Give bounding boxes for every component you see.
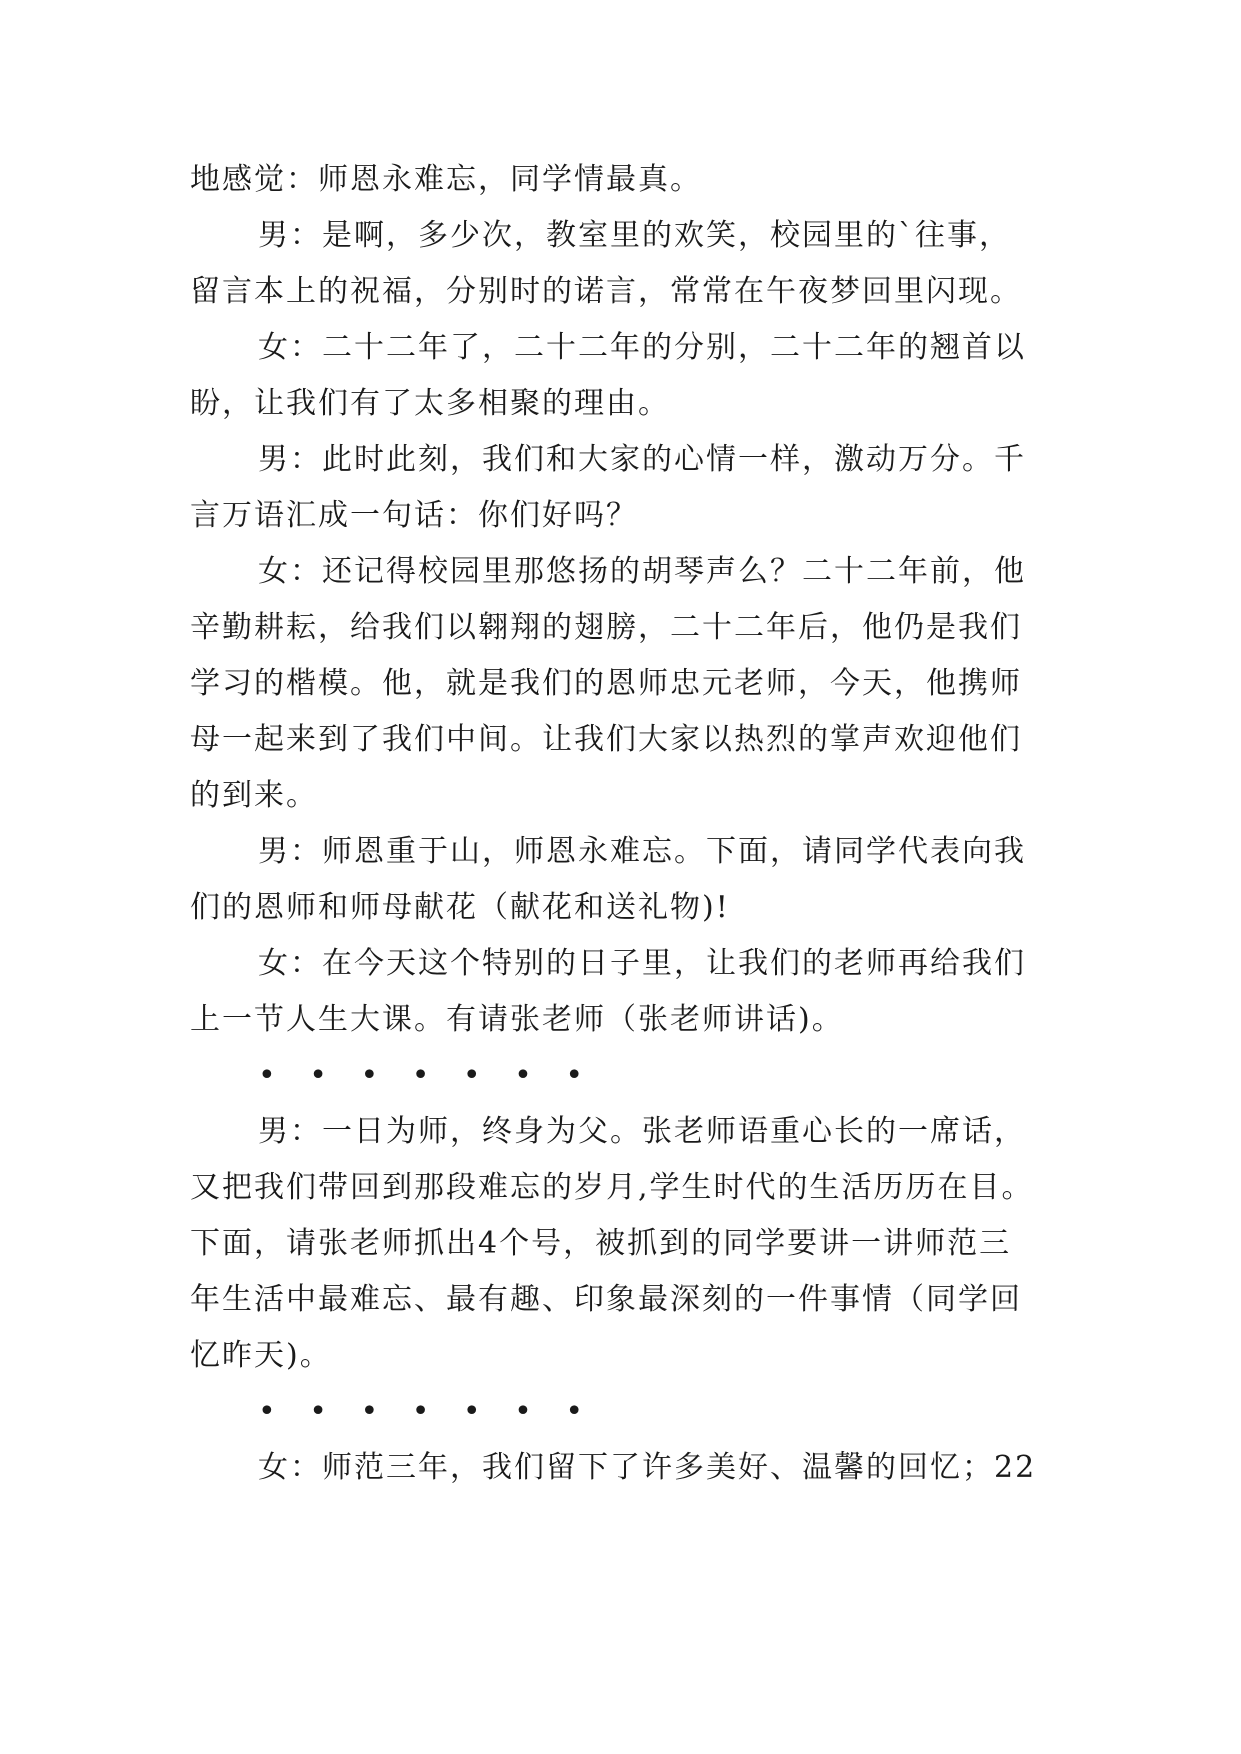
text-line: 女：在今天这个特别的日子里，让我们的老师再给我们 <box>258 946 1026 981</box>
text-line: 地感觉：师恩永难忘，同学情最真。 <box>190 162 702 197</box>
text-line: 女：二十二年了，二十二年的分别，二十二年的翘首以 <box>258 330 1026 365</box>
text-line: 盼，让我们有了太多相聚的理由。 <box>190 386 670 421</box>
text-line: 男：师恩重于山，师恩永难忘。下面，请同学代表向我 <box>258 834 1026 869</box>
text-line: 男：此时此刻，我们和大家的心情一样，激动万分。千 <box>258 442 1026 477</box>
ellipsis-dots: • • • • • • • <box>258 1394 596 1429</box>
text-line: 学习的楷模。他，就是我们的恩师忠元老师，今天，他携师 <box>190 666 1022 701</box>
text-line: 又把我们带回到那段难忘的岁月,学生时代的生活历历在目。 <box>190 1170 1034 1205</box>
text-line: 言万语汇成一句话：你们好吗？ <box>190 498 638 533</box>
text-line: 女：还记得校园里那悠扬的胡琴声么？二十二年前，他 <box>258 554 1026 589</box>
text-line: 母一起来到了我们中间。让我们大家以热烈的掌声欢迎他们 <box>190 722 1022 757</box>
text-line: 下面，请张老师抓出4个号，被抓到的同学要讲一讲师范三 <box>190 1226 1012 1261</box>
text-line: 男：是啊，多少次，教室里的欢笑，校园里的`往事， <box>258 218 1011 253</box>
text-line: 留言本上的祝福，分别时的诺言，常常在午夜梦回里闪现。 <box>190 274 1022 309</box>
text-line: 上一节人生大课。有请张老师（张老师讲话)。 <box>190 1002 844 1037</box>
text-line: 们的恩师和师母献花（献花和送礼物)! <box>190 890 730 925</box>
text-line: 忆昨天)。 <box>190 1338 332 1373</box>
text-line: 男：一日为师，终身为父。张老师语重心长的一席话， <box>258 1114 1026 1149</box>
text-line: 辛勤耕耘，给我们以翱翔的翅膀，二十二年后，他仍是我们 <box>190 610 1022 645</box>
text-line: 年生活中最难忘、最有趣、印象最深刻的一件事情（同学回 <box>190 1282 1022 1317</box>
text-line: 的到来。 <box>190 778 318 813</box>
text-line: 女：师范三年，我们留下了许多美好、温馨的回忆；22 <box>258 1450 1037 1485</box>
ellipsis-dots: • • • • • • • <box>258 1058 596 1093</box>
